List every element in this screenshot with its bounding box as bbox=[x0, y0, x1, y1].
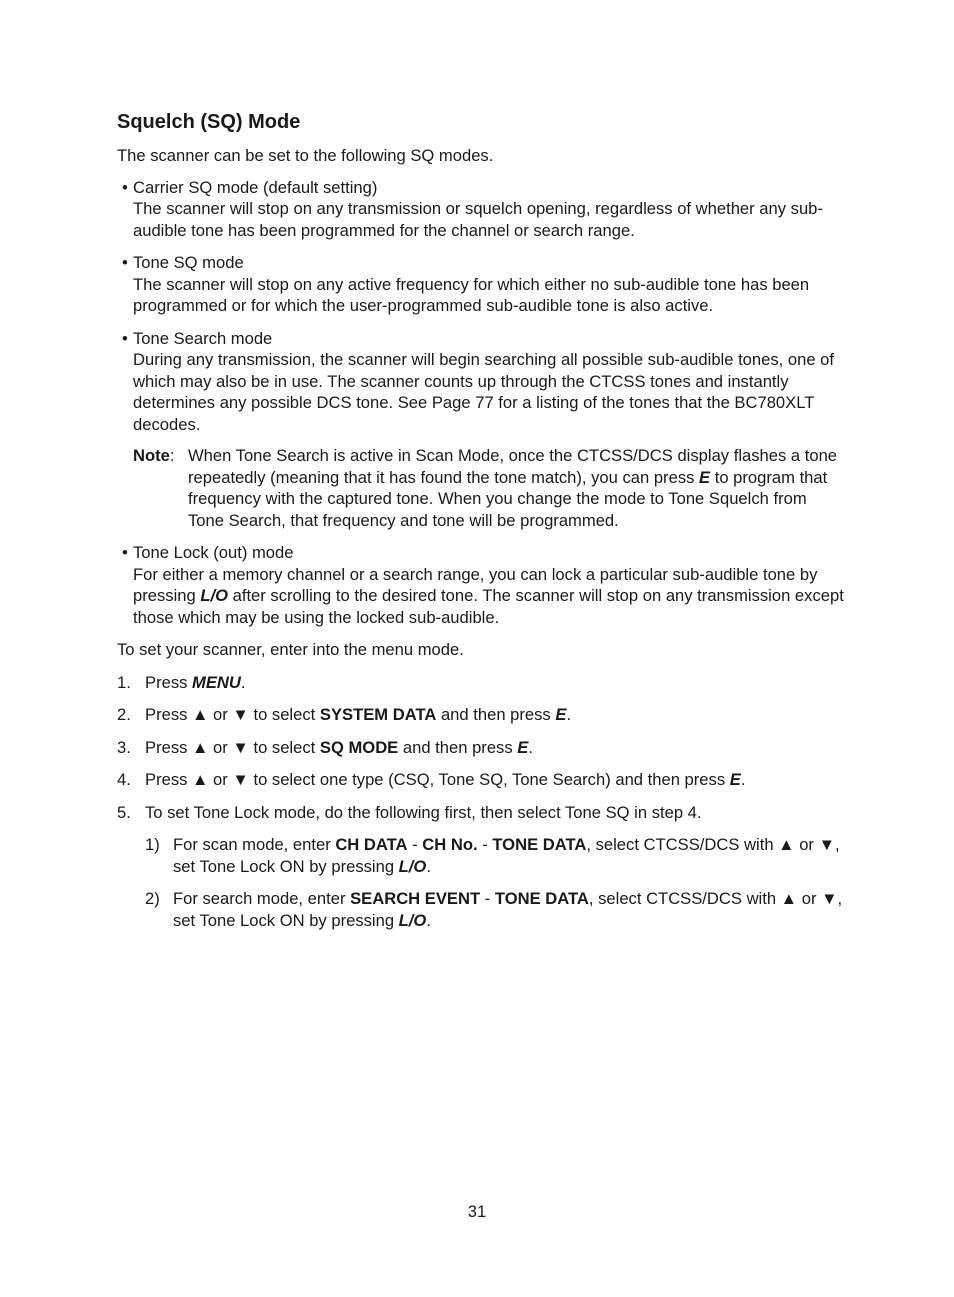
step-text: Press ▲ or ▼ to select bbox=[145, 705, 320, 724]
substep-text: For search mode, enter bbox=[173, 889, 351, 908]
section-heading: Squelch (SQ) Mode bbox=[117, 111, 301, 133]
step-number: 2. bbox=[117, 705, 131, 724]
step-text: Press ▲ or ▼ to select bbox=[145, 737, 320, 757]
step-text: . bbox=[566, 705, 572, 724]
bullet-icon: • bbox=[122, 253, 128, 272]
step-text: and then press bbox=[398, 737, 518, 757]
step-5 bbox=[117, 802, 845, 932]
key-lo: L/O bbox=[398, 856, 427, 876]
note-text-part: to program that frequency with the captured tone. When you change the mode to Tone Squelch from Tone Search, that frequency and tone will be programmed. bbox=[188, 467, 828, 530]
note-label: Note bbox=[133, 446, 170, 465]
step-number: 1. bbox=[117, 672, 131, 692]
steps-list bbox=[117, 672, 845, 932]
note-colon: : bbox=[169, 446, 175, 465]
separator: - bbox=[407, 835, 423, 854]
menu-option: SYSTEM DATA bbox=[319, 705, 437, 724]
step-3 bbox=[117, 737, 845, 759]
intro-text: The scanner can be set to the following SQ modes. bbox=[117, 146, 494, 165]
step-text: Press ▲ or ▼ to select one type (CSQ, Tone SQ, Tone Search) and then press bbox=[145, 770, 730, 789]
list-item-tone-lock bbox=[122, 542, 845, 628]
bullet-icon: • bbox=[122, 543, 128, 562]
list-item-carrier-sq bbox=[122, 177, 845, 242]
key-menu: MENU bbox=[192, 672, 241, 692]
key-lo: L/O bbox=[398, 910, 427, 930]
menu-option: TONE DATA bbox=[492, 835, 587, 854]
key-e: E bbox=[729, 770, 741, 789]
page-number: 31 bbox=[467, 1202, 487, 1221]
bullet-title: Tone SQ mode bbox=[133, 253, 244, 272]
list-item-tone-sq bbox=[122, 252, 845, 317]
bullet-body-part: For either a memory channel or a search range, you can lock a particular sub-audible tone by pressing bbox=[133, 564, 818, 605]
key-e: E bbox=[699, 467, 711, 487]
step-2 bbox=[117, 704, 845, 726]
bullet-body: During any transmission, the scanner will begin searching all possible sub-audible tones, one of which may also be in use. The scanner counts up through the CTCSS tones and instantly determines any possible DCS tone. See Page 77 for a listing of the tones that the BC780XLT decodes. bbox=[133, 350, 835, 434]
note-block bbox=[133, 445, 845, 531]
bullet-icon: • bbox=[122, 177, 128, 197]
step-text: Press bbox=[145, 672, 193, 692]
list-item-tone-search bbox=[122, 328, 845, 532]
key-lo: L/O bbox=[200, 586, 228, 605]
substep-1 bbox=[145, 834, 845, 877]
step-1 bbox=[117, 672, 845, 694]
bullet-body: The scanner will stop on any transmission or squelch opening, regardless of whether any sub-audible tone has been programmed for the channel or search range. bbox=[133, 199, 823, 240]
substep-text: For scan mode, enter bbox=[173, 835, 336, 854]
separator: - bbox=[477, 835, 493, 854]
note-text-part: When Tone Search is active in Scan Mode, once the CTCSS/DCS display flashes a tone repeatedly (meaning that it has found the tone match), you can press bbox=[188, 446, 838, 487]
substep-text: . bbox=[426, 856, 431, 876]
substep-2 bbox=[145, 888, 845, 931]
step-text: and then press bbox=[436, 705, 556, 724]
menu-option: TONE DATA bbox=[494, 889, 589, 908]
key-e: E bbox=[517, 737, 529, 757]
note-text bbox=[188, 445, 845, 531]
bullet-body bbox=[133, 564, 845, 629]
step-text: To set Tone Lock mode, do the following first, then select Tone SQ in step 4. bbox=[145, 802, 702, 822]
substep-text: , select CTCSS/DCS with ▲ or ▼, set Tone Lock ON by pressing bbox=[173, 889, 843, 930]
step-text: . bbox=[528, 737, 533, 757]
step-4 bbox=[117, 769, 845, 791]
substep-number: 1) bbox=[145, 835, 160, 854]
menu-option: CH DATA bbox=[335, 835, 408, 854]
menu-option: SEARCH EVENT bbox=[350, 889, 481, 908]
separator: - bbox=[480, 889, 495, 908]
step-number: 4. bbox=[117, 770, 131, 789]
bullet-title: Tone Lock (out) mode bbox=[133, 543, 294, 562]
step-number: 3. bbox=[117, 737, 131, 757]
substep-number: 2) bbox=[145, 889, 160, 908]
step-text: . bbox=[740, 770, 746, 789]
step-number: 5. bbox=[117, 802, 131, 822]
bullet-title: Tone Search mode bbox=[133, 328, 273, 348]
step-text: . bbox=[240, 672, 246, 692]
key-e: E bbox=[555, 705, 567, 724]
bullet-body: The scanner will stop on any active frequency for which either no sub-audible tone has been programmed or for which the user-programmed sub-audible tone is also active. bbox=[133, 274, 810, 315]
menu-option: SQ MODE bbox=[319, 737, 399, 757]
setup-text: To set your scanner, enter into the menu mode. bbox=[117, 640, 464, 659]
bullet-title: Carrier SQ mode (default setting) bbox=[133, 177, 378, 197]
page-content bbox=[117, 110, 845, 942]
substep-text: . bbox=[426, 910, 431, 930]
menu-option: CH No. bbox=[422, 835, 478, 854]
bullet-icon: • bbox=[122, 328, 128, 348]
substep-text: , select CTCSS/DCS with ▲ or ▼, set Tone Lock ON by pressing bbox=[173, 835, 840, 876]
bullet-body-part: after scrolling to the desired tone. The scanner will stop on any transmission except those which may be using the locked sub-audible. bbox=[133, 586, 844, 627]
